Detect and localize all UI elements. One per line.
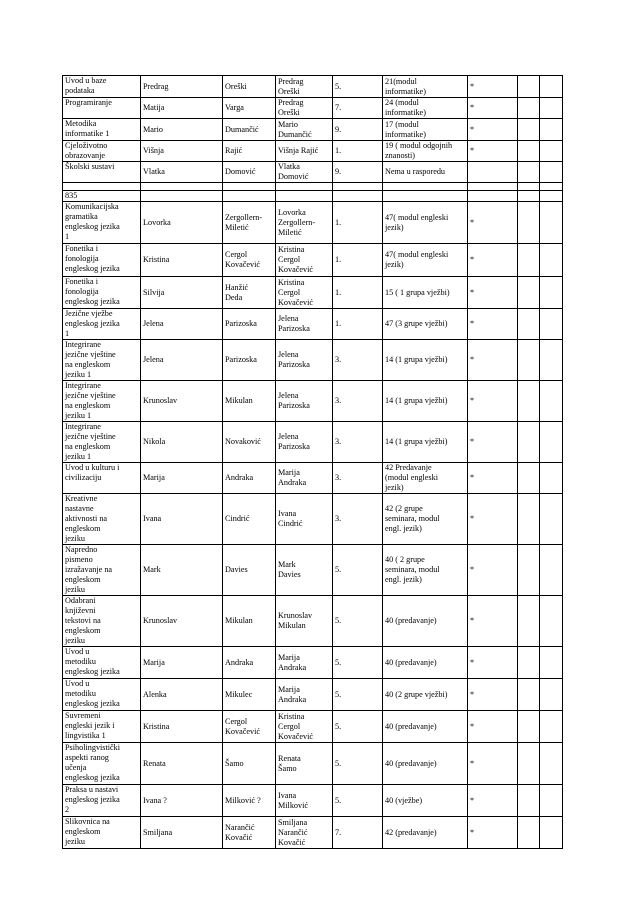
cell-semester: 1.	[333, 141, 383, 162]
cell-lecturer-first-name: Jelena	[141, 340, 223, 381]
cell-extra-col-a	[518, 647, 540, 679]
cell-course-holder: Kristina Cergol Kovačević	[276, 277, 333, 309]
cell-students-count: 47 (3 grupe vježbi)	[383, 309, 468, 340]
cell-lecturer-first-name: Ivana ?	[141, 785, 223, 817]
cell-semester: 7.	[333, 817, 383, 849]
cell-extra-col-b	[540, 76, 563, 98]
cell-course-holder: Jelena Parizoska	[276, 381, 333, 422]
cell-course-name	[63, 183, 141, 191]
cell-lecturer-last-name: Cindrić	[223, 494, 276, 545]
cell-course-holder: Jelena Parizoska	[276, 340, 333, 381]
cell-marker: *	[468, 817, 518, 849]
cell-extra-col-b	[540, 98, 563, 119]
cell-extra-col-b	[540, 785, 563, 817]
cell-semester: 3.	[333, 422, 383, 463]
cell-lecturer-last-name: Cergol Kovačević	[223, 711, 276, 743]
cell-semester: 7.	[333, 98, 383, 119]
cell-course-name: Cjeloživotno obrazovanje	[63, 141, 141, 162]
cell-students-count: 42 (2 grupe seminara, modul engl. jezik)	[383, 494, 468, 545]
cell-students-count: Nema u rasporedu	[383, 162, 468, 183]
cell-course-name: Integrirane jezične vještine na engleskom jeziku 1	[63, 422, 141, 463]
table-body	[63, 76, 563, 849]
cell-marker: *	[468, 711, 518, 743]
table-row	[63, 244, 563, 277]
cell-course-name: Uvod u kulturu i civilizaciju	[63, 463, 141, 494]
table-row	[63, 98, 563, 119]
cell-lecturer-last-name: Domović	[223, 162, 276, 183]
cell-lecturer-last-name: Andraka	[223, 647, 276, 679]
table-row	[63, 647, 563, 679]
cell-extra-col-b	[540, 545, 563, 596]
cell-semester: 5.	[333, 545, 383, 596]
cell-course-name: 835	[63, 191, 141, 202]
cell-lecturer-first-name: Alenka	[141, 679, 223, 711]
cell-lecturer-first-name: Vlatka	[141, 162, 223, 183]
cell-lecturer-first-name: Silvija	[141, 277, 223, 309]
table-row	[63, 183, 563, 191]
cell-lecturer-last-name	[223, 183, 276, 191]
table-row	[63, 381, 563, 422]
table-row	[63, 463, 563, 494]
cell-extra-col-a	[518, 309, 540, 340]
cell-course-holder: Lovorka Zergollern- Miletić	[276, 202, 333, 244]
cell-lecturer-last-name: Mikulec	[223, 679, 276, 711]
cell-course-holder: Smiljana Narančić Kovačić	[276, 817, 333, 849]
cell-semester: 5.	[333, 76, 383, 98]
cell-semester: 5.	[333, 647, 383, 679]
cell-marker: *	[468, 244, 518, 277]
cell-semester: 1.	[333, 277, 383, 309]
cell-semester: 9.	[333, 162, 383, 183]
cell-semester: 5.	[333, 785, 383, 817]
table-row	[63, 596, 563, 647]
cell-semester: 1.	[333, 309, 383, 340]
cell-marker: *	[468, 98, 518, 119]
cell-course-name: Uvod u baze podataka	[63, 76, 141, 98]
cell-lecturer-last-name: Zergollern- Miletić	[223, 202, 276, 244]
cell-course-name: Metodika informatike 1	[63, 119, 141, 141]
cell-lecturer-first-name: Predrag	[141, 76, 223, 98]
cell-course-name: Slikovnica na engleskom jeziku	[63, 817, 141, 849]
cell-lecturer-last-name: Narančić Kovačić	[223, 817, 276, 849]
cell-course-holder	[276, 183, 333, 191]
cell-lecturer-first-name: Kristina	[141, 244, 223, 277]
cell-course-holder: Mark Davies	[276, 545, 333, 596]
cell-lecturer-first-name: Marija	[141, 647, 223, 679]
table-row	[63, 309, 563, 340]
cell-lecturer-first-name: Matija	[141, 98, 223, 119]
cell-course-name: Uvod u metodiku engleskog jezika	[63, 679, 141, 711]
cell-extra-col-b	[540, 141, 563, 162]
cell-extra-col-b	[540, 119, 563, 141]
cell-extra-col-a	[518, 191, 540, 202]
cell-lecturer-last-name: Davies	[223, 545, 276, 596]
cell-lecturer-first-name: Nikola	[141, 422, 223, 463]
cell-semester	[333, 191, 383, 202]
table-row	[63, 785, 563, 817]
cell-course-name: Odabrani književni tekstovi na engleskom jeziku	[63, 596, 141, 647]
table-row	[63, 422, 563, 463]
cell-course-name: Jezične vježbe engleskog jezika 1	[63, 309, 141, 340]
cell-semester: 3.	[333, 340, 383, 381]
cell-lecturer-last-name: Dumančić	[223, 119, 276, 141]
cell-lecturer-first-name: Mario	[141, 119, 223, 141]
cell-course-holder: Višnja Rajić	[276, 141, 333, 162]
cell-marker: *	[468, 381, 518, 422]
cell-course-name: Fonetika i fonologija engleskog jezika	[63, 244, 141, 277]
cell-students-count: 42 Predavanje (modul engleski jezik)	[383, 463, 468, 494]
cell-extra-col-a	[518, 381, 540, 422]
cell-students-count: 24 (modul informatike)	[383, 98, 468, 119]
cell-semester: 5.	[333, 711, 383, 743]
table-row	[63, 494, 563, 545]
cell-extra-col-b	[540, 309, 563, 340]
table-row	[63, 277, 563, 309]
cell-marker	[468, 191, 518, 202]
cell-course-holder: Marija Andraka	[276, 463, 333, 494]
table-row	[63, 141, 563, 162]
table-row	[63, 817, 563, 849]
cell-course-holder: Ivana Cindrić	[276, 494, 333, 545]
cell-lecturer-last-name: Parizoska	[223, 340, 276, 381]
cell-extra-col-a	[518, 422, 540, 463]
cell-extra-col-a	[518, 711, 540, 743]
cell-course-name: Fonetika i fonologija engleskog jezika	[63, 277, 141, 309]
cell-course-name: Praksa u nastavi engleskog jezika 2	[63, 785, 141, 817]
cell-semester: 5.	[333, 679, 383, 711]
cell-students-count: 21(modul informatike)	[383, 76, 468, 98]
table-row	[63, 76, 563, 98]
cell-course-name: Uvod u metodiku engleskog jezika	[63, 647, 141, 679]
cell-course-holder: Mario Dumančić	[276, 119, 333, 141]
cell-course-name: Napredno pismeno izražavanje na engleskom jeziku	[63, 545, 141, 596]
cell-extra-col-a	[518, 785, 540, 817]
cell-marker: *	[468, 202, 518, 244]
cell-lecturer-last-name: Oreški	[223, 76, 276, 98]
cell-lecturer-last-name	[223, 191, 276, 202]
cell-lecturer-first-name	[141, 191, 223, 202]
cell-students-count: 40 (predavanje)	[383, 743, 468, 785]
cell-marker: *	[468, 277, 518, 309]
cell-lecturer-first-name: Marija	[141, 463, 223, 494]
cell-lecturer-first-name: Krunoslav	[141, 381, 223, 422]
table-row	[63, 202, 563, 244]
cell-lecturer-last-name: Šamo	[223, 743, 276, 785]
cell-extra-col-b	[540, 381, 563, 422]
cell-extra-col-a	[518, 463, 540, 494]
cell-lecturer-first-name: Krunoslav	[141, 596, 223, 647]
cell-course-name: Integrirane jezične vještine na engleskom jeziku 1	[63, 340, 141, 381]
cell-course-holder: Predrag Oreški	[276, 98, 333, 119]
cell-marker: *	[468, 596, 518, 647]
cell-semester: 5.	[333, 596, 383, 647]
cell-extra-col-b	[540, 596, 563, 647]
cell-extra-col-b	[540, 743, 563, 785]
cell-extra-col-a	[518, 183, 540, 191]
cell-extra-col-a	[518, 679, 540, 711]
cell-lecturer-last-name: Hanžić Deda	[223, 277, 276, 309]
cell-extra-col-b	[540, 244, 563, 277]
cell-extra-col-a	[518, 202, 540, 244]
cell-course-holder	[276, 191, 333, 202]
cell-extra-col-a	[518, 119, 540, 141]
cell-marker: *	[468, 647, 518, 679]
cell-lecturer-first-name: Kristina	[141, 711, 223, 743]
cell-lecturer-last-name: Rajić	[223, 141, 276, 162]
cell-course-holder: Vlatka Domović	[276, 162, 333, 183]
cell-students-count: 17 (modul informatike)	[383, 119, 468, 141]
table-row	[63, 340, 563, 381]
cell-semester: 3.	[333, 494, 383, 545]
cell-extra-col-a	[518, 817, 540, 849]
cell-lecturer-last-name: Cergol Kovačević	[223, 244, 276, 277]
cell-marker: *	[468, 785, 518, 817]
cell-marker: *	[468, 309, 518, 340]
cell-course-name: Programiranje	[63, 98, 141, 119]
cell-lecturer-first-name: Renata	[141, 743, 223, 785]
cell-marker: *	[468, 141, 518, 162]
cell-extra-col-a	[518, 98, 540, 119]
table-row	[63, 711, 563, 743]
cell-students-count: 47( modul engleski jezik)	[383, 244, 468, 277]
table-row	[63, 119, 563, 141]
cell-extra-col-b	[540, 494, 563, 545]
table-row	[63, 545, 563, 596]
cell-semester: 1.	[333, 202, 383, 244]
cell-students-count: 15 ( 1 grupa vježbi)	[383, 277, 468, 309]
cell-students-count: 40 (vježbe)	[383, 785, 468, 817]
cell-course-name: Integrirane jezične vještine na engleskom jeziku 1	[63, 381, 141, 422]
cell-course-name: Psiholingvistički aspekti ranog učenja engleskog jezika	[63, 743, 141, 785]
cell-lecturer-first-name: Višnja	[141, 141, 223, 162]
cell-students-count: 14 (1 grupa vježbi)	[383, 422, 468, 463]
cell-course-holder: Kristina Cergol Kovačević	[276, 711, 333, 743]
cell-extra-col-a	[518, 162, 540, 183]
cell-semester: 5.	[333, 743, 383, 785]
cell-semester: 1.	[333, 244, 383, 277]
cell-course-holder: Ivana Milković	[276, 785, 333, 817]
cell-extra-col-a	[518, 545, 540, 596]
cell-students-count: 42 (predavanje)	[383, 817, 468, 849]
cell-extra-col-a	[518, 76, 540, 98]
cell-extra-col-b	[540, 647, 563, 679]
cell-course-name: Kreativne nastavne aktivnosti na engleskom jeziku	[63, 494, 141, 545]
cell-lecturer-first-name: Jelena	[141, 309, 223, 340]
cell-extra-col-b	[540, 277, 563, 309]
cell-marker: *	[468, 743, 518, 785]
cell-lecturer-last-name: Novaković	[223, 422, 276, 463]
cell-extra-col-b	[540, 422, 563, 463]
cell-marker: *	[468, 119, 518, 141]
cell-extra-col-b	[540, 679, 563, 711]
cell-extra-col-b	[540, 340, 563, 381]
cell-lecturer-last-name: Milković ?	[223, 785, 276, 817]
cell-semester: 3.	[333, 381, 383, 422]
cell-extra-col-b	[540, 191, 563, 202]
cell-marker: *	[468, 494, 518, 545]
cell-extra-col-b	[540, 463, 563, 494]
cell-students-count: 40 (predavanje)	[383, 647, 468, 679]
table-row	[63, 679, 563, 711]
cell-students-count	[383, 183, 468, 191]
cell-marker: *	[468, 679, 518, 711]
cell-course-holder: Renata Šamo	[276, 743, 333, 785]
cell-lecturer-last-name: Parizoska	[223, 309, 276, 340]
cell-marker	[468, 183, 518, 191]
cell-lecturer-first-name: Mark	[141, 545, 223, 596]
cell-extra-col-a	[518, 596, 540, 647]
cell-students-count	[383, 191, 468, 202]
cell-marker: *	[468, 76, 518, 98]
cell-students-count: 40 (predavanje)	[383, 596, 468, 647]
cell-course-name: Komunikacijska gramatika engleskog jezika 1	[63, 202, 141, 244]
cell-lecturer-first-name: Lovorka	[141, 202, 223, 244]
cell-course-holder: Predrag Oreški	[276, 76, 333, 98]
cell-course-holder: Marija Andraka	[276, 679, 333, 711]
cell-extra-col-b	[540, 202, 563, 244]
cell-lecturer-last-name: Andraka	[223, 463, 276, 494]
cell-students-count: 40 (2 grupe vježbi)	[383, 679, 468, 711]
cell-marker	[468, 162, 518, 183]
cell-course-holder: Kristina Cergol Kovačević	[276, 244, 333, 277]
cell-semester: 3.	[333, 463, 383, 494]
cell-course-name: Školski sustavi	[63, 162, 141, 183]
cell-extra-col-b	[540, 711, 563, 743]
cell-extra-col-b	[540, 817, 563, 849]
cell-extra-col-a	[518, 340, 540, 381]
cell-course-holder: Jelena Parizoska	[276, 422, 333, 463]
cell-marker: *	[468, 422, 518, 463]
cell-students-count: 40 ( 2 grupe seminara, modul engl. jezik)	[383, 545, 468, 596]
cell-extra-col-b	[540, 162, 563, 183]
cell-lecturer-last-name: Mikulan	[223, 381, 276, 422]
cell-extra-col-a	[518, 743, 540, 785]
cell-extra-col-b	[540, 183, 563, 191]
cell-course-holder: Jelena Parizoska	[276, 309, 333, 340]
cell-extra-col-a	[518, 277, 540, 309]
cell-semester: 9.	[333, 119, 383, 141]
cell-students-count: 19 ( modul odgojnih znanosti)	[383, 141, 468, 162]
cell-course-name: Suvremeni engleski jezik i lingvistika 1	[63, 711, 141, 743]
cell-extra-col-a	[518, 244, 540, 277]
cell-students-count: 14 (1 grupa vježbi)	[383, 381, 468, 422]
cell-semester	[333, 183, 383, 191]
cell-course-holder: Krunoslav Mikulan	[276, 596, 333, 647]
course-assignment-table	[62, 75, 563, 849]
cell-lecturer-first-name: Smiljana	[141, 817, 223, 849]
cell-extra-col-a	[518, 494, 540, 545]
cell-lecturer-first-name: Ivana	[141, 494, 223, 545]
cell-course-holder: Marija Andraka	[276, 647, 333, 679]
cell-lecturer-last-name: Varga	[223, 98, 276, 119]
cell-marker: *	[468, 463, 518, 494]
table-row	[63, 743, 563, 785]
cell-extra-col-a	[518, 141, 540, 162]
table-row	[63, 191, 563, 202]
table-row	[63, 162, 563, 183]
cell-marker: *	[468, 545, 518, 596]
cell-students-count: 47( modul engleski jezik)	[383, 202, 468, 244]
cell-students-count: 14 (1 grupa vježbi)	[383, 340, 468, 381]
cell-marker: *	[468, 340, 518, 381]
cell-students-count: 40 (predavanje)	[383, 711, 468, 743]
cell-lecturer-last-name: Mikulan	[223, 596, 276, 647]
cell-lecturer-first-name	[141, 183, 223, 191]
